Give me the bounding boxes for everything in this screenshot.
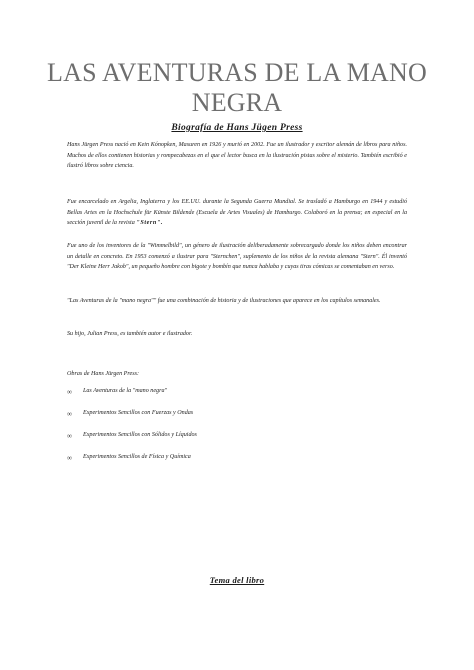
document-title: LAS AVENTURAS DE LA MANO NEGRA [47, 58, 427, 117]
work-title: Experimentos Sencillos con Sólidos y Líquidos [83, 432, 197, 438]
paragraph-war-years-text: Fue encarcelado en Argelia, Inglaterra y los EE.UU. durante la Segunda Guerra Mundial. Se trasladó a Hamburgo en 1944 y estudió Bellas Artes en la Hochschule für Künste Bildende (Escuela de Artes Visuales) de Hamburgo. Colaboró en la prensa; en especial en la sección juvenil de la revista [67, 199, 407, 227]
biography-heading: Biografía de Hans Jügen Press [171, 123, 303, 133]
book-topic-heading: Tema del libro [209, 575, 265, 585]
paragraph-son: Su hijo, Julian Press, es también autor e ilustrador. [67, 331, 193, 337]
infinity-bullet-icon: ∞ [67, 454, 72, 462]
works-heading: Obras de Hans Jürgen Press: [67, 371, 139, 377]
infinity-bullet-icon: ∞ [67, 410, 72, 418]
paragraph-intro: Hans Jürgen Press nació en Kein Kónopken, Masuren en 1926 y murió en 2002. Fue un ilustrador y escritor alemán de libros para niños. Muchos de ellos contienen historias y rompecabezas en el que el lector busca en la ilustración pistas sobre el misterio. También escribió e ilustró libros sobre ciencia. [67, 142, 407, 170]
work-title: Experimentos Sencillos de Física y Química [83, 454, 191, 460]
work-title: Experimentos Sencillos con Fuerzas y Ondas [83, 410, 194, 416]
work-title: Las Aventuras de la "mano negra" [83, 388, 168, 394]
paragraph-wimmelbild: Fue uno de los inventores de la "Wimmelbild", un género de ilustración deliberadamente sobrecargado donde los niños deben encontrar un detalle en concreto. En 1953 comenzó a ilustrar para "Sternchen", suplemento de los niños de la revista alemana "Stern". Él inventó "Der Kleine Herr Jakob", un pequeño hombre con bigote y bombín que nunca hablaba y cuyas tiras cómicas se comentaban en verso. [67, 243, 407, 271]
paragraph-mano-negra: "Las Aventuras de la "mano negra"" fue una combinación de historia y de ilustraciones que aparece en los capítulos semanales. [67, 298, 381, 304]
infinity-bullet-icon: ∞ [67, 388, 72, 396]
paragraph-war-years [67, 197, 407, 229]
infinity-bullet-icon: ∞ [67, 432, 72, 440]
magazine-name: "Stern". [136, 220, 163, 227]
